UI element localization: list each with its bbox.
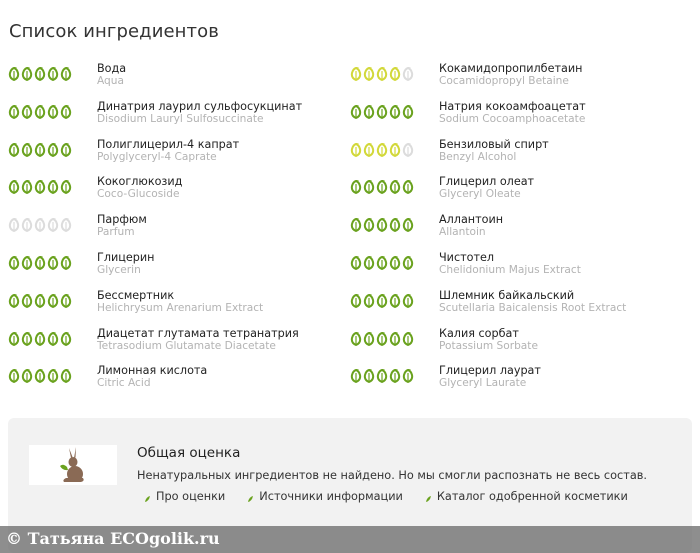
ingredient-name-inci: Allantoin xyxy=(439,226,486,239)
rating-leaf-icon xyxy=(363,256,375,270)
ingredient-row[interactable] xyxy=(342,287,682,325)
ingredient-name-inci: Tetrasodium Glutamate Diacetate xyxy=(97,339,276,352)
rating-leaf-icon xyxy=(402,256,414,270)
rating-leaf-icon xyxy=(60,294,72,308)
rating-leaf-icon xyxy=(363,143,375,157)
ingredient-names xyxy=(97,364,207,390)
ingredient-rating xyxy=(8,180,72,194)
ingredient-row[interactable] xyxy=(0,211,340,249)
ingredient-rating xyxy=(350,143,414,157)
rating-leaf-icon xyxy=(402,105,414,119)
rating-leaf-icon xyxy=(363,294,375,308)
ingredient-names xyxy=(97,327,299,353)
ingredient-name-inci: Aqua xyxy=(97,75,124,87)
rating-leaf-icon xyxy=(60,256,72,270)
rating-leaf-icon xyxy=(363,180,375,194)
summary-text: Ненатуральных ингредиентов не найдено. Но мы смогли распознать не весь состав. xyxy=(137,469,647,482)
ingredients-column-left xyxy=(0,60,340,400)
ingredient-rating xyxy=(350,256,414,270)
ingredient-row[interactable] xyxy=(0,136,340,174)
rating-leaf-icon xyxy=(21,369,33,383)
rating-leaf-icon xyxy=(376,105,388,119)
rating-leaf-icon xyxy=(21,67,33,81)
page-title: Список ингредиентов xyxy=(9,21,219,42)
ingredient-row[interactable] xyxy=(0,98,340,136)
rating-leaf-icon xyxy=(363,369,375,383)
rating-leaf-icon xyxy=(47,143,59,157)
ingredient-names xyxy=(439,364,541,390)
ingredient-name-ru[interactable]: Шлемник байкальский xyxy=(439,288,575,302)
rating-leaf-icon xyxy=(60,180,72,194)
ingredient-names xyxy=(439,100,586,126)
ingredient-rating xyxy=(8,369,72,383)
rating-leaf-icon xyxy=(21,143,33,157)
rating-leaf-icon xyxy=(34,369,46,383)
rating-leaf-icon xyxy=(376,294,388,308)
ingredient-name-ru[interactable]: Кокамидопропилбетаин xyxy=(439,62,583,75)
rating-leaf-icon xyxy=(350,143,362,157)
rating-leaf-icon xyxy=(21,180,33,194)
rating-leaf-icon xyxy=(34,218,46,232)
ingredient-name-inci: Citric Acid xyxy=(97,377,151,390)
rating-leaf-icon xyxy=(376,67,388,81)
ingredient-name-ru[interactable]: Глицерин xyxy=(97,250,155,264)
link-approved-catalog[interactable]: Каталог одобренной косметики xyxy=(426,490,628,503)
rating-leaf-icon xyxy=(376,369,388,383)
ingredient-rating xyxy=(350,105,414,119)
link-about-ratings[interactable]: Про оценки xyxy=(145,490,225,503)
rating-leaf-icon xyxy=(389,256,401,270)
ingredient-names xyxy=(439,62,582,88)
ingredient-rating xyxy=(350,369,414,383)
rating-leaf-icon xyxy=(376,180,388,194)
rating-leaf-icon xyxy=(389,218,401,232)
ingredient-name-inci: Glyceryl Laurate xyxy=(439,377,527,390)
rating-leaf-icon xyxy=(34,180,46,194)
rating-leaf-icon xyxy=(47,180,59,194)
ingredient-names xyxy=(97,175,182,201)
rating-leaf-icon xyxy=(21,294,33,308)
ingredient-name-ru[interactable]: Чистотел xyxy=(439,250,495,264)
ingredient-name-ru[interactable]: Парфюм xyxy=(97,213,147,227)
ingredient-name-ru[interactable]: Динатрия лаурил сульфосукцинат xyxy=(97,99,303,113)
ingredient-name-ru[interactable]: Диацетат глутамата тетранатрия xyxy=(97,326,299,340)
ingredient-name-inci: Cocamidopropyl Betaine xyxy=(439,75,569,87)
ingredient-name-inci: Coco-Glucoside xyxy=(97,188,180,201)
ingredient-row[interactable] xyxy=(0,287,340,325)
rating-leaf-icon xyxy=(60,369,72,383)
rating-leaf-icon xyxy=(8,369,20,383)
rabbit-logo xyxy=(29,445,117,485)
ingredient-rating xyxy=(350,218,414,232)
ingredients-column-right xyxy=(342,60,682,400)
ingredient-name-inci: Glycerin xyxy=(97,263,141,276)
ingredient-row[interactable] xyxy=(0,362,340,400)
ingredient-row[interactable] xyxy=(342,211,682,249)
rating-leaf-icon xyxy=(363,332,375,346)
rating-leaf-icon xyxy=(47,332,59,346)
ingredient-row[interactable] xyxy=(342,60,682,98)
ingredient-rating xyxy=(350,180,414,194)
ingredient-name-ru[interactable]: Аллантоин xyxy=(439,213,504,227)
ingredient-rating xyxy=(350,294,414,308)
ingredient-names xyxy=(97,213,147,239)
rating-leaf-icon xyxy=(350,180,362,194)
ingredient-rating xyxy=(8,218,72,232)
ingredient-name-inci: Helichrysum Arenarium Extract xyxy=(97,301,264,314)
ingredient-rating xyxy=(350,332,414,346)
rating-leaf-icon xyxy=(350,332,362,346)
ingredient-row[interactable] xyxy=(0,60,340,98)
rating-leaf-icon xyxy=(389,369,401,383)
leaf-bullet-icon xyxy=(426,496,431,502)
ingredient-name-inci: Potassium Sorbate xyxy=(439,339,538,352)
rating-leaf-icon xyxy=(21,105,33,119)
ingredient-name-ru[interactable]: Глицерил лаурат xyxy=(439,364,541,378)
rating-leaf-icon xyxy=(389,180,401,194)
rating-leaf-icon xyxy=(376,256,388,270)
ingredient-rating xyxy=(8,143,72,157)
ingredient-row[interactable] xyxy=(342,325,682,363)
watermark-text: © Татьяна ECOgolik.ru xyxy=(6,529,220,548)
rating-leaf-icon xyxy=(402,218,414,232)
rating-leaf-icon xyxy=(34,67,46,81)
rating-leaf-icon xyxy=(47,256,59,270)
ingredient-row[interactable] xyxy=(342,173,682,211)
ingredient-names xyxy=(439,327,538,353)
ingredient-row[interactable] xyxy=(342,136,682,174)
rating-leaf-icon xyxy=(21,332,33,346)
ingredient-name-inci: Glyceryl Oleate xyxy=(439,188,521,201)
rating-leaf-icon xyxy=(389,105,401,119)
rating-leaf-icon xyxy=(389,143,401,157)
rating-leaf-icon xyxy=(402,294,414,308)
rating-leaf-icon xyxy=(60,105,72,119)
ingredient-rating xyxy=(8,332,72,346)
watermark-bar xyxy=(0,526,700,553)
ingredient-names xyxy=(97,100,302,126)
rating-leaf-icon xyxy=(376,143,388,157)
rating-leaf-icon xyxy=(402,143,414,157)
rating-leaf-icon xyxy=(363,218,375,232)
rating-leaf-icon xyxy=(47,369,59,383)
summary-title: Общая оценка xyxy=(137,445,241,461)
ingredient-rating xyxy=(8,294,72,308)
summary-links xyxy=(145,490,651,503)
rating-leaf-icon xyxy=(34,332,46,346)
ingredient-name-ru[interactable]: Калия сорбат xyxy=(439,326,519,340)
rating-leaf-icon xyxy=(8,332,20,346)
rating-leaf-icon xyxy=(8,105,20,119)
ingredient-row[interactable] xyxy=(0,325,340,363)
rating-leaf-icon xyxy=(34,294,46,308)
leaf-bullet-icon xyxy=(145,496,150,502)
ingredient-name-ru[interactable]: Лимонная кислота xyxy=(97,364,208,378)
ingredient-rating xyxy=(8,67,72,81)
rating-leaf-icon xyxy=(363,67,375,81)
ingredient-names xyxy=(97,251,154,277)
ingredient-names xyxy=(439,138,549,164)
ingredient-rating xyxy=(8,256,72,270)
ingredient-name-ru[interactable]: Натрия кокоамфоацетат xyxy=(439,99,586,113)
rating-leaf-icon xyxy=(389,332,401,346)
ingredient-name-inci: Scutellaria Baicalensis Root Extract xyxy=(439,301,627,314)
rating-leaf-icon xyxy=(363,105,375,119)
rating-leaf-icon xyxy=(8,67,20,81)
rating-leaf-icon xyxy=(60,143,72,157)
rating-leaf-icon xyxy=(60,332,72,346)
rating-leaf-icon xyxy=(34,256,46,270)
rating-leaf-icon xyxy=(402,332,414,346)
rating-leaf-icon xyxy=(402,67,414,81)
ingredient-name-ru[interactable]: Кокоглюкозид xyxy=(97,175,183,189)
ingredient-rating xyxy=(350,67,414,81)
ingredient-row[interactable] xyxy=(342,249,682,287)
ingredient-row[interactable] xyxy=(342,362,682,400)
ingredient-name-inci: Disodium Lauryl Sulfosuccinate xyxy=(97,112,264,125)
rating-leaf-icon xyxy=(389,67,401,81)
rating-leaf-icon xyxy=(402,180,414,194)
ingredient-name-ru[interactable]: Бензиловый спирт xyxy=(439,137,549,151)
rating-leaf-icon xyxy=(47,67,59,81)
rating-leaf-icon xyxy=(350,105,362,119)
link-sources[interactable]: Источники информации xyxy=(248,490,403,503)
ingredient-row[interactable] xyxy=(0,173,340,211)
ingredient-names xyxy=(439,289,626,315)
ingredient-names xyxy=(97,62,126,88)
ingredient-name-inci: Polyglyceryl-4 Caprate xyxy=(97,150,217,163)
rating-leaf-icon xyxy=(47,105,59,119)
leaf-bullet-icon xyxy=(248,496,253,502)
rating-leaf-icon xyxy=(34,143,46,157)
rating-leaf-icon xyxy=(350,218,362,232)
rating-leaf-icon xyxy=(350,256,362,270)
ingredient-name-ru[interactable]: Полиглицерил-4 капрат xyxy=(97,137,240,151)
ingredient-name-inci: Chelidonium Majus Extract xyxy=(439,263,581,276)
ingredient-names xyxy=(439,251,581,277)
ingredient-names xyxy=(97,138,239,164)
ingredient-name-inci: Benzyl Alcohol xyxy=(439,150,517,163)
ingredient-name-inci: Sodium Cocoamphoacetate xyxy=(439,112,586,125)
rating-leaf-icon xyxy=(21,218,33,232)
rating-leaf-icon xyxy=(60,218,72,232)
rating-leaf-icon xyxy=(350,369,362,383)
rating-leaf-icon xyxy=(8,256,20,270)
ingredient-name-ru[interactable]: Глицерил олеат xyxy=(439,175,535,189)
ingredient-names xyxy=(97,289,263,315)
rating-leaf-icon xyxy=(8,180,20,194)
ingredient-names xyxy=(439,175,534,201)
rating-leaf-icon xyxy=(8,143,20,157)
rating-leaf-icon xyxy=(21,256,33,270)
rating-leaf-icon xyxy=(34,105,46,119)
ingredient-name-ru[interactable]: Бессмертник xyxy=(97,288,175,302)
rating-leaf-icon xyxy=(350,294,362,308)
rating-leaf-icon xyxy=(47,218,59,232)
rating-leaf-icon xyxy=(8,294,20,308)
rating-leaf-icon xyxy=(376,218,388,232)
rating-leaf-icon xyxy=(47,294,59,308)
rating-leaf-icon xyxy=(60,67,72,81)
ingredient-rating xyxy=(8,105,72,119)
ingredient-row[interactable] xyxy=(342,98,682,136)
ingredient-names xyxy=(439,213,503,239)
rating-leaf-icon xyxy=(402,369,414,383)
ingredient-name-ru[interactable]: Вода xyxy=(97,62,127,75)
rating-leaf-icon xyxy=(8,218,20,232)
ingredient-name-inci: Parfum xyxy=(97,226,135,239)
rating-leaf-icon xyxy=(376,332,388,346)
rating-leaf-icon xyxy=(350,67,362,81)
ingredient-row[interactable] xyxy=(0,249,340,287)
rating-leaf-icon xyxy=(389,294,401,308)
